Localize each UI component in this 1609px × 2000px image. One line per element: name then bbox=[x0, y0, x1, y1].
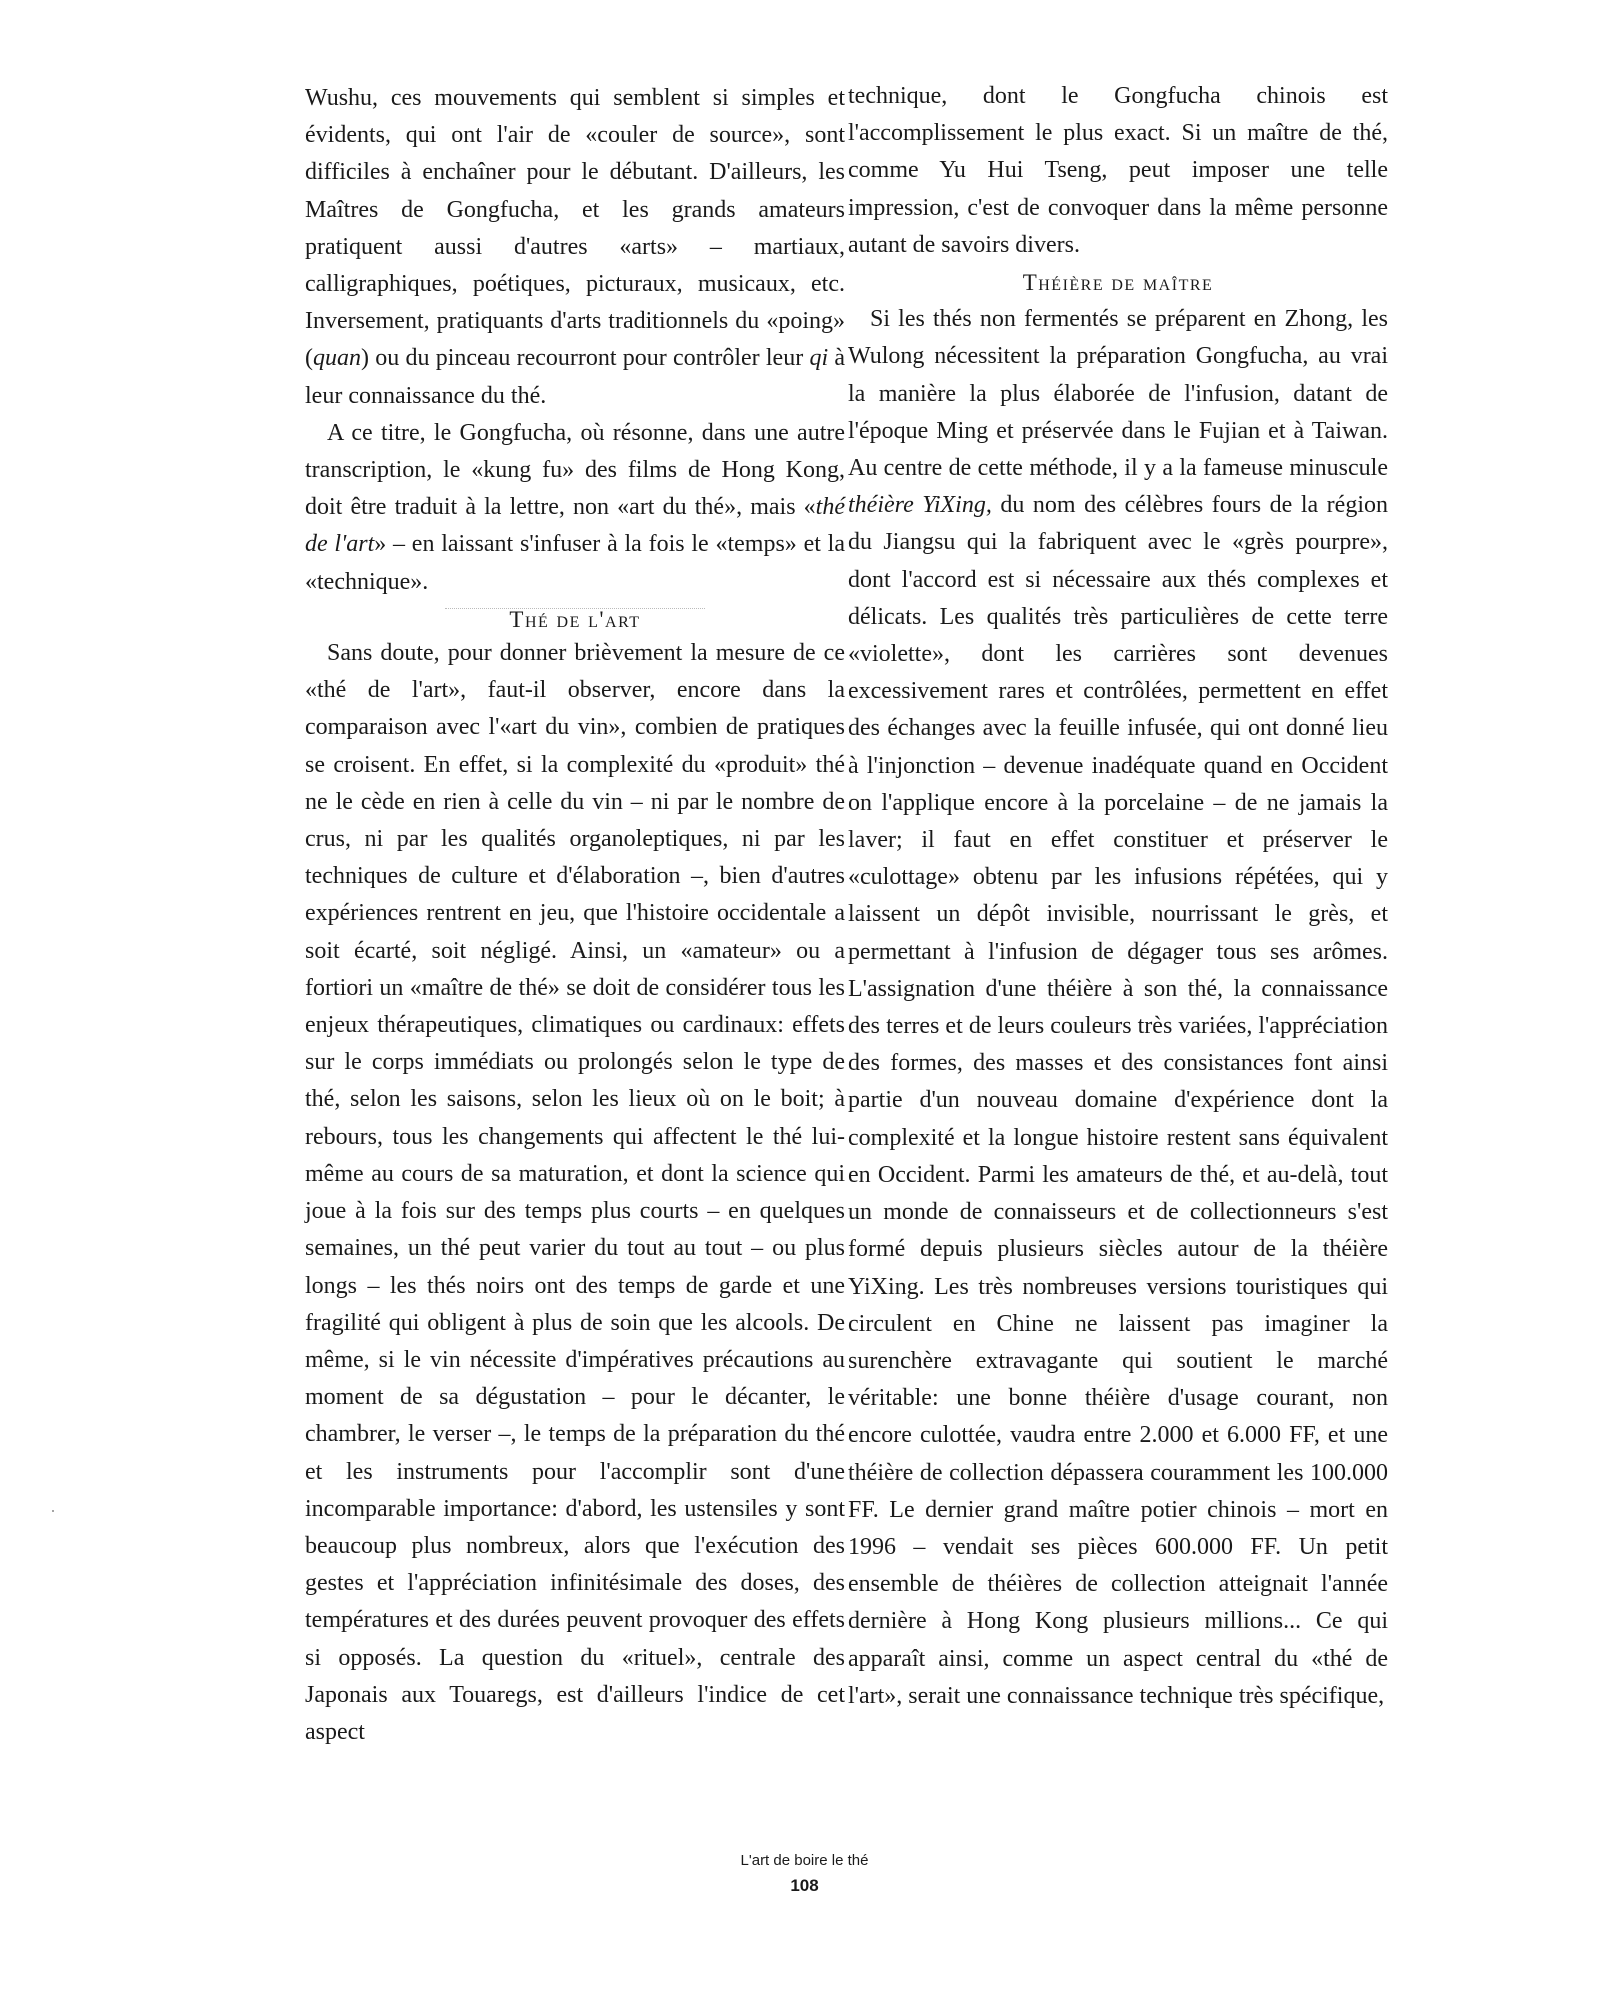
section-heading-theiere-de-maitre: Théière de maître bbox=[1022, 270, 1214, 296]
scan-speck bbox=[52, 1510, 54, 1512]
paragraph-2: A ce titre, le Gongfucha, où résonne, dans une autre transcription, le «kung fu» des films de Hong Kong, doit être traduit à la lettre, non «art du thé», mais «thé de l'art» – en laissant s'infuser à la fois le «temps» et la «technique». bbox=[305, 419, 845, 595]
right-column bbox=[848, 78, 1388, 1715]
running-footer-title: L'art de boire le thé bbox=[740, 1852, 869, 1869]
paragraph-3: Sans doute, pour donner brièvement la mesure de ce «thé de l'art», faut-il observer, encore dans la comparaison avec l'«art du vin», combien de pratiques se croisent. En effet, si la complexité du «produit» thé ne le cède en rien à celle du vin – ni par le nombre de crus, ni par les qualités organoleptiques, ni par les techniques de culture et d'élaboration –, bien d'autres expériences rentrent en jeu, que l'histoire occidentale a soit écarté, soit négligé. Ainsi, un «amateur» ou a fortiori un «maître de thé» se doit de considérer tous les enjeux thérapeutiques, climatiques ou cardinaux: effets sur le corps immédiats ou prolongés selon le type de thé, selon les saisons, selon les lieux où on le boit; à rebours, tous les changements qui affectent le thé lui-même au cours de sa maturation, et dont la science qui joue à la fois sur des temps plus courts – en quelques semaines, un thé peut varier du tout au tout – ou plus longs – les thés noirs ont des temps de garde et une fragilité qui obligent à plus de soin que les alcools. De même, si le vin nécessite d'impératives précautions au moment de sa dégustation – pour le décanter, le chambrer, le verser –, le temps de la préparation du thé et les instruments pour l'accomplir sont d'une incomparable importance: d'abord, les ustensiles y sont beaucoup plus nombreux, alors que l'exécution des gestes et l'appréciation infinitésimale des doses, des températures et des durées peuvent provoquer des effets si opposés. La question du «rituel», centrale des Japonais aux Touaregs, est d'ailleurs l'indice de cet aspect bbox=[305, 640, 845, 1745]
section-heading-the-de-l-art: Thé de l'art bbox=[509, 606, 641, 632]
left-column bbox=[305, 80, 845, 1751]
paragraph-continued: technique, dont le Gongfucha chinois est l'accomplissement le plus exact. Si un maître de thé, comme Yu Hui Tseng, peut imposer une telle impression, c'est de convoquer dans la même personne autant de savoirs divers. bbox=[848, 83, 1388, 258]
page-number: 108 bbox=[790, 1876, 819, 1895]
paragraph-theiere: Si les thés non fermentés se préparent en Zhong, les Wulong nécessitent la préparation Gongfucha, au vrai la manière la plus élaborée de l'infusion, datant de l'époque Ming et préservée dans le Fujian et à Taiwan. Au centre de cette méthode, il y a la fameuse minuscule théière YiXing, du nom des célèbres fours de la région du Jiangsu qui la fabriquent avec le «grès pourpre», dont l'accord est si nécessaire aux thés complexes et délicats. Les qualités très particulières de cette terre «violette», dont les carrières sont devenues excessivement rares et contrôlées, permettent en effet des échanges avec la feuille infusée, qui ont donné lieu à l'injonction – devenue inadéquate quand en Occident on l'applique encore à la porcelaine – de ne jamais la laver; il faut en effet constituer et préserver le «culottage» obtenu par les infusions répétées, qui y laissent un dépôt invisible, nourrissant le grès, et permettant à l'infusion de dégager tous ses arômes. L'assignation d'une théière à son thé, la connaissance des terres et de leurs couleurs très variées, l'appréciation des formes, des masses et des consistances font ainsi partie d'un nouveau domaine d'expérience dont la complexité et la longue histoire restent sans équivalent en Occident. Parmi les amateurs de thé, et au-delà, tout un monde de connaisseurs et de collectionneurs s'est formé depuis plusieurs siècles autour de la théière YiXing. Les très nombreuses versions touristiques qui circulent en Chine ne laissent pas imaginer la surenchère extravagante qui soutient le marché véritable: une bonne théière d'usage courant, non encore culottée, vaudra entre 2.000 et 6.000 FF, et une théière de collection dépassera couramment les 100.000 FF. Le dernier grand maître potier chinois – mort en 1996 – vendait ses pièces 600.000 FF. Un petit ensemble de théières de collection atteignait l'année dernière à Hong Kong plusieurs millions... Ce qui apparaît ainsi, comme un aspect central du «thé de l'art», serait une connaissance technique très spécifique, bbox=[848, 306, 1388, 1709]
paragraph-1: Wushu, ces mouvements qui semblent si simples et évidents, qui ont l'air de «couler de source», sont difficiles à enchaîner pour le débutant. D'ailleurs, les Maîtres de Gongfucha, et les grands amateurs pratiquent aussi d'autres «arts» – martiaux, calligraphiques, poétiques, picturaux, musicaux, etc. Inversement, pratiquants d'arts traditionnels du «poing» (quan) ou du pinceau recourront pour contrôler leur qi à leur connaissance du thé. bbox=[305, 85, 846, 409]
